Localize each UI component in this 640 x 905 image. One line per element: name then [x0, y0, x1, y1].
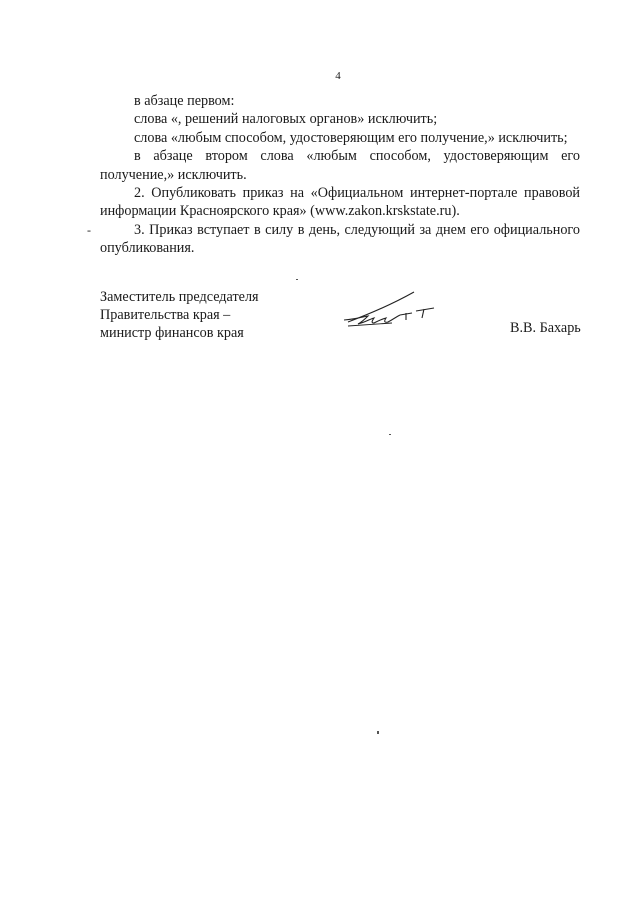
signatory-title-line-2: Правительства края – — [100, 307, 231, 323]
paragraph-item-2-publish: 2. Опубликовать приказ на «Официальном интернет-портале правовой информации Красноярского края» (www.zakon.krskstate.ru). — [100, 185, 580, 220]
scan-speck-2 — [389, 434, 391, 435]
paragraph-abzac-first: в абзаце первом: — [134, 93, 235, 109]
signatory-title-line-1: Заместитель председателя — [100, 289, 259, 305]
paragraph-abzac-second: в абзаце втором слова «любым способом, удостоверяющим его получение,» исключить. — [100, 148, 580, 183]
scan-speck-3 — [377, 731, 379, 734]
paragraph-words-any-method: слова «любым способом, удостоверяющим его получение,» исключить; — [134, 129, 568, 146]
stray-dash-mark: - — [87, 222, 91, 237]
paragraph-item-3-wrapper — [87, 221, 580, 258]
document-body — [87, 92, 580, 258]
signatory-title-block — [100, 288, 259, 342]
paragraph-words-tax-organs: слова «, решений налоговых органов» исключить; — [134, 111, 438, 128]
signatory-title-line-3: министр финансов края — [100, 325, 244, 341]
signer-name: В.В. Бахарь — [510, 320, 581, 336]
handwritten-signature-icon — [334, 286, 444, 334]
scan-speck-1 — [296, 279, 298, 280]
page-number: 4 — [335, 70, 341, 82]
paragraph-item-3-effective: 3. Приказ вступает в силу в день, следующий за днем его официального опубликования. — [100, 221, 580, 257]
